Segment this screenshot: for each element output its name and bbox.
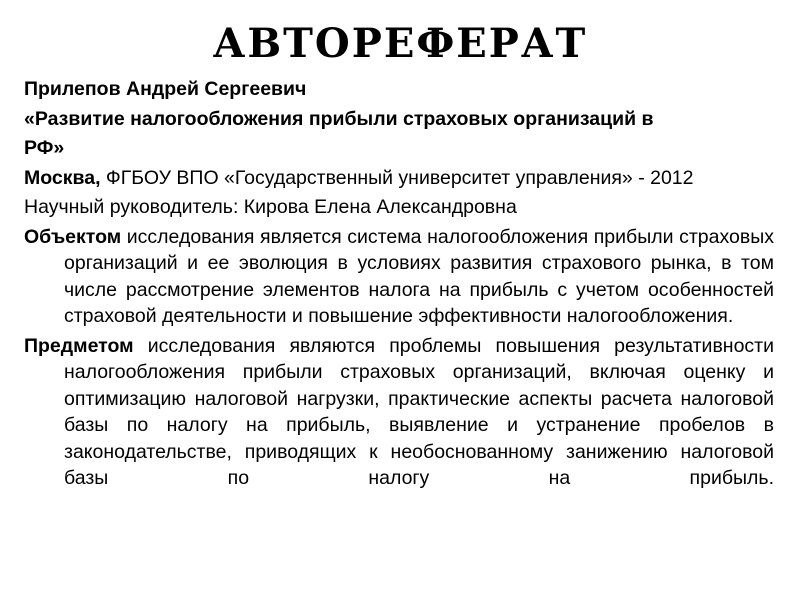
object-label: Объектом (24, 225, 122, 248)
thesis-title-line-2: РФ» (24, 137, 65, 159)
author-name: Прилепов Андрей Сергеевич (24, 78, 307, 100)
page-title: АВТОРЕФЕРАТ (212, 20, 588, 67)
location-rest: ФГБОУ ВПО «Государственный университет управления» - 2012 (100, 166, 694, 189)
research-object (24, 224, 774, 330)
thesis-title-line-1: «Развитие налогообложения прибыли страховых организаций в (24, 107, 654, 130)
publication-info (24, 165, 774, 192)
object-text: исследования является система налогообложения прибыли страховых организаций и ее эволюция в условиях развития страхового рынка, в том числе рассмотрение элементов налога на прибыль с учетом особенностей страховой деятельности и повышение эффективности налогообложения. (64, 225, 774, 327)
subject-label: Предметом (24, 334, 134, 357)
slide-body (24, 76, 774, 492)
research-subject (24, 333, 774, 492)
subject-text: исследования являются проблемы повышения результативности налогообложения прибыли страховых организаций, включая оценку и оптимизацию налоговой нагрузки, практические аспекты расчета налоговой базы по налогу на прибыль, выявление и устранение пробелов в законодательстве, приводящих к необоснованному занижению налоговой базы по налогу на прибыль. (64, 334, 774, 489)
location-label: Москва, (24, 166, 101, 189)
supervisor: Научный руководитель: Кирова Елена Александровна (24, 196, 517, 218)
